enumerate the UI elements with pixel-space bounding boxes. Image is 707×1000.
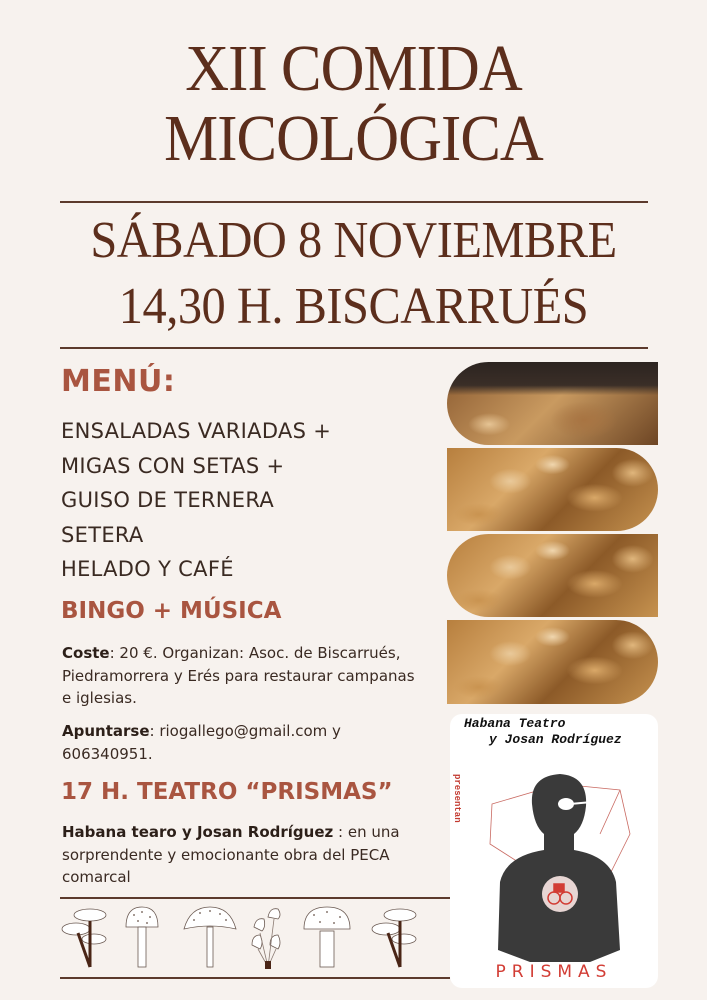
signup-text: : riogallego@gmail.com y 606340951.	[62, 722, 341, 763]
mushroom-icons-strip	[60, 905, 450, 971]
menu-heading: MENÚ:	[61, 364, 176, 399]
photo-segment	[447, 620, 658, 704]
poster-play-title: PRISMAS	[495, 962, 613, 982]
divider-icons-bottom	[60, 977, 450, 979]
mushroom-cluster-icon	[60, 905, 110, 971]
chanterelle-mushrooms-photo	[447, 362, 658, 704]
theatre-heading: 17 H. TEATRO “PRISMAS”	[61, 779, 393, 805]
theatre-poster	[450, 714, 658, 988]
poster-title	[464, 716, 622, 748]
menu-item: SETERA	[61, 522, 144, 547]
menu-item: ENSALADAS VARIADAS +	[61, 419, 332, 443]
photo-segment	[447, 534, 658, 617]
poster-title-line-1: Habana Teatro	[464, 716, 566, 731]
cost-text: : 20 €. Organizan: Asoc. de Biscarrués, Piedramorrera y Erés para restaurar campanas e iglesias.	[62, 644, 415, 707]
bingo-heading: BINGO + MÚSICA	[61, 598, 282, 624]
event-date: SÁBADO 8 NOVIEMBRE	[90, 212, 617, 269]
divider-icons-top	[60, 897, 450, 899]
small-mushrooms-icon	[248, 905, 288, 971]
photo-segment	[447, 448, 658, 531]
title-line-1: XII COMIDA	[185, 32, 522, 105]
event-title	[0, 34, 707, 174]
theatre-info	[62, 821, 442, 889]
event-datetime	[0, 208, 707, 340]
divider-top	[60, 201, 648, 203]
amanita-icon	[300, 905, 354, 971]
event-time-place: 14,30 H. BISCARRUÉS	[118, 278, 589, 335]
signup-label: Apuntarse	[62, 722, 150, 740]
menu-item: GUISO DE TERNERA	[61, 488, 275, 512]
menu-item: HELADO Y CAFÉ	[61, 557, 234, 581]
poster-presents-label: presentan	[452, 774, 462, 823]
theatre-label: Habana tearo y Josan Rodríguez	[62, 823, 334, 841]
theatre-text: : en una sorprendente y emocionante obra del PECA comarcal	[62, 823, 400, 886]
menu-list	[61, 414, 331, 587]
signup-info	[62, 720, 422, 765]
photo-segment	[447, 362, 658, 445]
cost-info	[62, 642, 422, 710]
amanita-icon	[122, 905, 162, 971]
title-line-2: MICOLÓGICA	[164, 102, 543, 175]
cost-label: Coste	[62, 644, 110, 662]
poster-title-line-2: y Josan Rodríguez	[489, 732, 622, 747]
divider-bottom	[60, 347, 648, 349]
silhouette-illustration	[470, 764, 650, 964]
mushroom-cluster-icon	[370, 905, 420, 971]
parasol-icon	[180, 905, 240, 971]
menu-item: MIGAS CON SETAS +	[61, 453, 285, 478]
